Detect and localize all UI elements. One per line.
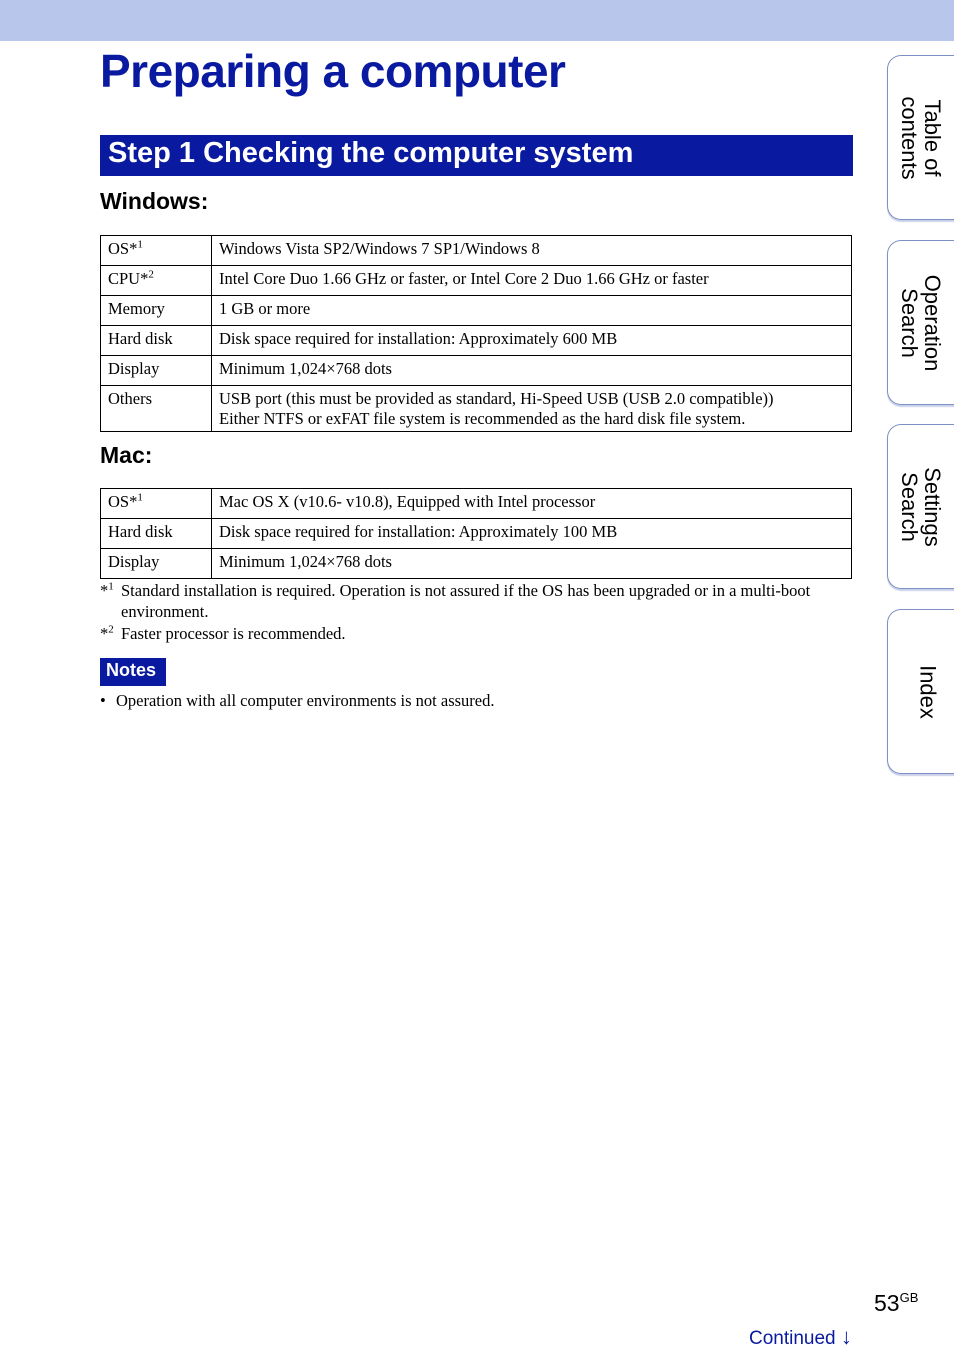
spec-value: Windows Vista SP2/Windows 7 SP1/Windows 8 [212,236,852,266]
table-row [101,236,852,266]
spec-value: Minimum 1,024×768 dots [212,549,852,579]
spec-key: OS*$^1$ [101,236,212,266]
spec-value: Disk space required for installation: Approximately 100 MB [212,519,852,549]
table-row [101,549,852,579]
step-heading: Step 1 Checking the computer system [100,135,853,176]
tab-operation-search[interactable]: Operation Search [887,240,954,405]
spec-value: 1 GB or more [212,296,852,326]
page-number: $53^{GB}$ [874,1290,919,1316]
footnote-1: *$^1$ Standard installation is required. Operation is not assured if the OS has been upgraded or in a multi-boot environment. [100,580,811,621]
table-row [101,296,852,326]
spec-key: OS*$^1$ [101,489,212,519]
mac-spec-table [100,488,852,579]
spec-key: Memory [101,296,212,326]
arrow-down-icon: ↓ [840,1324,852,1349]
spec-value: USB port (this must be provided as standard, Hi-Speed USB (USB 2.0 compatible)) Either NTFS or exFAT file system is recommended as the hard disk file system. [212,386,852,432]
spec-value: Disk space required for installation: Approximately 600 MB [212,326,852,356]
bullet-icon: • [100,691,106,710]
spec-key: Display [101,356,212,386]
spec-key: CPU*$^2$ [101,266,212,296]
spec-value: Intel Core Duo 1.66 GHz or faster, or Intel Core 2 Duo 1.66 GHz or faster [212,266,852,296]
top-header-band [0,0,954,41]
spec-key: Hard disk [101,326,212,356]
tab-table-of-contents[interactable]: Table of contents [887,55,954,220]
spec-key: Display [101,549,212,579]
spec-key: Hard disk [101,519,212,549]
tab-index[interactable]: Index [887,609,954,774]
spec-value: Mac OS X (v10.6- v10.8), Equipped with Intel processor [212,489,852,519]
table-row [101,266,852,296]
spec-value: Minimum 1,024×768 dots [212,356,852,386]
table-row [101,519,852,549]
continued-link[interactable]: Continued ↓ [749,1324,852,1349]
page-title: Preparing a computer [100,45,566,97]
list-item: • Operation with all computer environments is not assured. [100,691,495,710]
mac-heading: Mac: [100,442,153,468]
table-row [101,326,852,356]
table-row [101,356,852,386]
tab-settings-search[interactable]: Settings Search [887,424,954,589]
spec-key: Others [101,386,212,432]
table-row [101,489,852,519]
footnote-2: *$^2$ Faster processor is recommended. [100,623,346,643]
notes-badge: Notes [100,658,166,686]
windows-spec-table [100,235,852,432]
windows-heading: Windows: [100,188,209,214]
table-row [101,386,852,432]
